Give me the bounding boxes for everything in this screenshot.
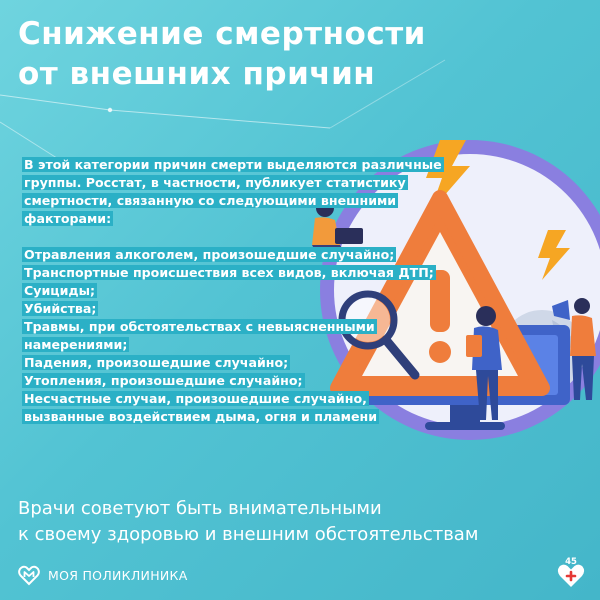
page-title bbox=[18, 14, 578, 94]
advice-text bbox=[18, 496, 588, 548]
info-intro: В этой категории причин смерти выделяются различные группы. Росстат, в частности, публикует статистику смертности, связанную со следующими внешними факторами: bbox=[24, 157, 442, 226]
info-item: Несчастные случаи, произошедшие случайно, вызванные воздействием дыма, огня и пламени bbox=[24, 391, 378, 424]
advice-line-1: Врачи советуют быть внимательными bbox=[18, 498, 382, 519]
info-block bbox=[22, 156, 442, 426]
advice-line-2: к своему здоровью и внешним обстоятельствам bbox=[18, 524, 479, 545]
badge-number: 45 bbox=[565, 557, 577, 567]
heart-m-logo-icon bbox=[18, 564, 40, 586]
info-item: Травмы, при обстоятельствах с невыясненными намерениями; bbox=[24, 319, 375, 352]
info-item: Убийства; bbox=[24, 301, 97, 316]
clinic-logo bbox=[18, 564, 188, 586]
page-title-line-2: от внешних причин bbox=[18, 56, 376, 92]
heart-badge-icon bbox=[556, 556, 586, 590]
info-item: Транспортные происшествия всех видов, включая ДТП; bbox=[24, 265, 434, 280]
info-item: Суициды; bbox=[24, 283, 96, 298]
info-item: Падения, произошедшие случайно; bbox=[24, 355, 289, 370]
clinic-logo-text: МОЯ ПОЛИКЛИНИКА bbox=[48, 567, 188, 583]
page-title-line-1: Снижение смертности bbox=[18, 16, 426, 52]
info-item: Утопления, произошедшие случайно; bbox=[24, 373, 303, 388]
info-item: Отравления алкоголем, произошедшие случайно; bbox=[24, 247, 395, 262]
